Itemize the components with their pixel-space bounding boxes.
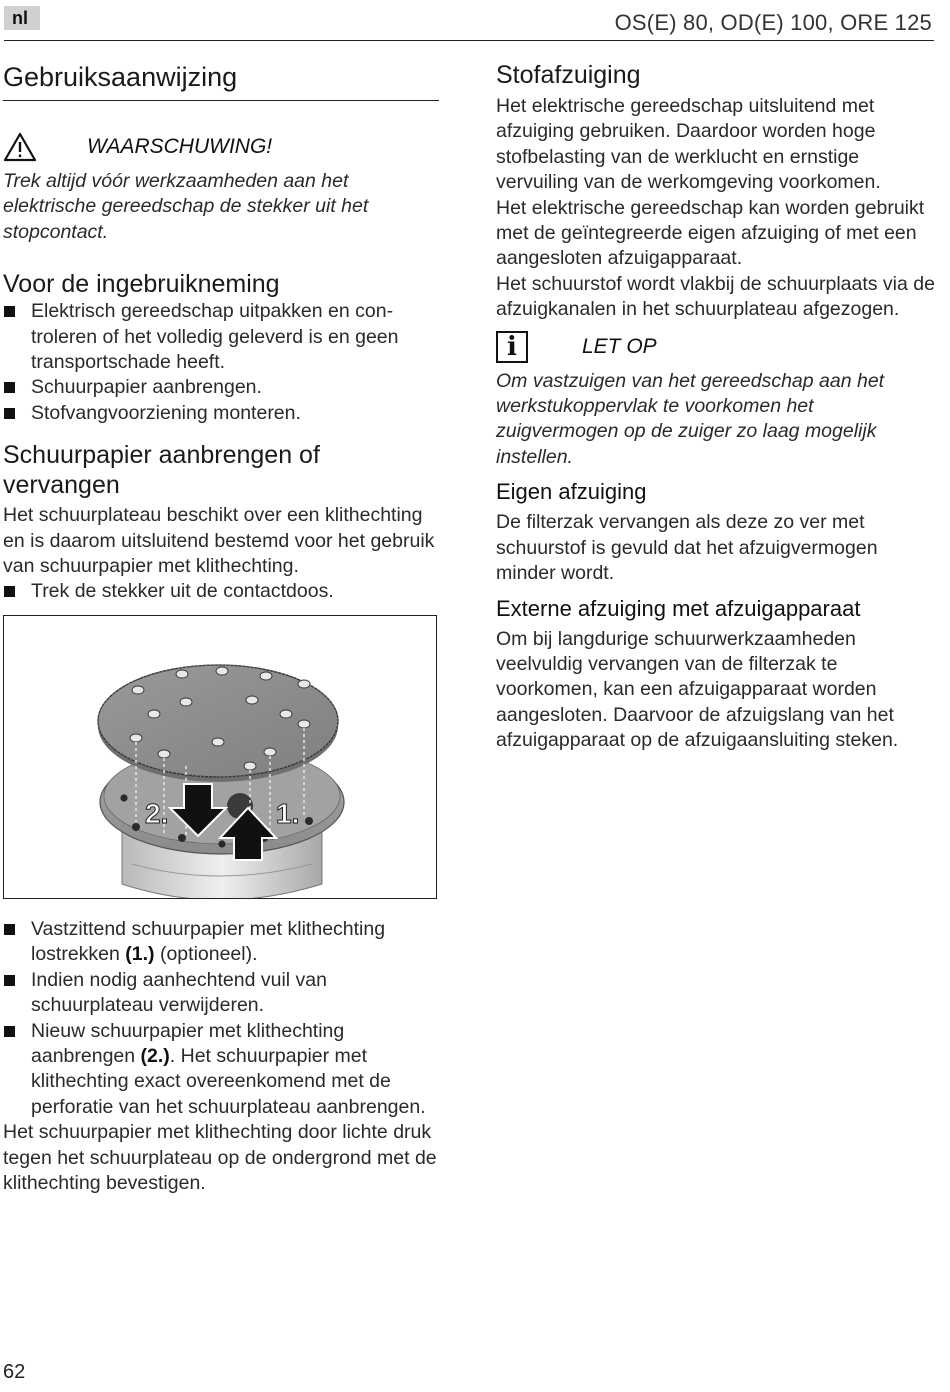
illustration-label-1: 1. (276, 797, 300, 829)
list-item: Trek de stekker uit de contactdoos. (3, 579, 439, 604)
square-bullet-icon (4, 382, 15, 393)
warning-header (3, 129, 439, 165)
sanding-pad-drawing (4, 616, 436, 898)
section-heading-eigen-afzuiging: Eigen afzuiging (496, 479, 647, 505)
section-heading-schuurpapier: Schuurpapier aanbrengen of vervangen (3, 441, 320, 500)
list-item: Stofvangvoorziening monteren. (3, 401, 439, 426)
section-heading-ingebruikneming: Voor de ingebruikneming (3, 270, 280, 299)
externe-afzuiging-text: Om bij langdurige schuurwerkzaamheden veelvuldig vervangen van de filterzak te voorkomen, kan een afzuigapparaat worden aangesloten. Daarvoor de afzuigslang van het afzuigapparaat op de afzuigaansluiting steken. (496, 627, 899, 752)
note-header (496, 329, 936, 365)
schuurpapier-intro: Het schuurplateau beschikt over een klithechting en is daarom uitsluitend bestemd voor het gebruik van schuurpapier met klithechting. (3, 504, 435, 578)
section-heading-stofafzuiging: Stofafzuiging (496, 61, 641, 89)
language-tag: nl (4, 6, 40, 30)
square-bullet-icon (4, 586, 15, 597)
note-label: LET OP (582, 334, 657, 358)
stof-paragraph-3: Het schuurstof wordt vlakbij de schuurplaats via de afzuigkanalen in het schuurplateau afgezogen. (496, 272, 935, 321)
warning-triangle-icon (3, 132, 37, 162)
warning-text: Trek altijd vóór werkzaamheden aan het elektrische gereedschap de stekker uit het stopcontact. (3, 170, 369, 243)
note-text: Om vastzuigen van het gereedschap aan het werkstukoppervlak te voorkomen het zuigvermogen op de zuiger zo laag mogelijk instellen. (496, 369, 885, 468)
info-icon: i (496, 331, 528, 363)
square-bullet-icon (4, 924, 15, 935)
header-rule (4, 40, 934, 41)
illustration-label-2: 2. (145, 797, 169, 829)
stof-paragraph-2: Het elektrische gereedschap kan worden gebruikt met de geïntegreerde eigen afzuiging of met een aangesloten afzuigapparaat. (496, 196, 925, 270)
square-bullet-icon (4, 1026, 15, 1037)
steps-list (3, 917, 439, 1120)
left-column (3, 58, 439, 1196)
page-number: 62 (3, 1361, 26, 1383)
section-heading-externe-afzuiging: Externe afzuiging met afzuigapparaat (496, 595, 861, 621)
warning-label: WAARSCHUWING! (87, 135, 273, 158)
list-item: Elektrisch gereedschap uitpakken en controleren of het volledig geleverd is en geen transportschade heeft. (3, 299, 439, 375)
eigen-afzuiging-text: De filterzak vervangen als deze zo ver met schuurstof is gevuld dat het afzuigvermogen minder wordt. (496, 511, 878, 585)
page-title: Gebruiksaanwijzing (3, 58, 439, 101)
closing-paragraph: Het schuurpapier met klithechting door lichte druk tegen het schuurplateau op de ondergrond met de klithechting bevestigen. (3, 1121, 437, 1194)
square-bullet-icon (4, 975, 15, 986)
ingebruikneming-list (3, 299, 439, 426)
square-bullet-icon (4, 408, 15, 419)
model-numbers: OS(E) 80, OD(E) 100, ORE 125 (614, 10, 932, 35)
list-item: Indien nodig aanhechtend vuil van schuurplateau verwijderen. (3, 968, 439, 1019)
schuurpapier-list (3, 579, 439, 604)
list-item: Schuurpapier aanbrengen. (3, 375, 439, 400)
square-bullet-icon (4, 306, 15, 317)
list-item: Vastzittend schuurpapier met klithechting lostrekken (1.) (optioneel). (3, 917, 439, 968)
stof-paragraph-1: Het elektrische gereedschap uitsluitend met afzuiging gebruiken. Daardoor worden hoge stofbelasting van de werklucht en ernstige vervuiling van de werkomgeving voorkomen. (496, 95, 881, 194)
right-column (496, 58, 936, 754)
sanding-pad-illustration (3, 615, 437, 899)
list-item: Nieuw schuurpapier met klithechting aanbrengen (2.). Het schuurpapier met klithechting exact overeenkomend met de perforatie van het schuurplateau aanbrengen. (3, 1019, 439, 1121)
